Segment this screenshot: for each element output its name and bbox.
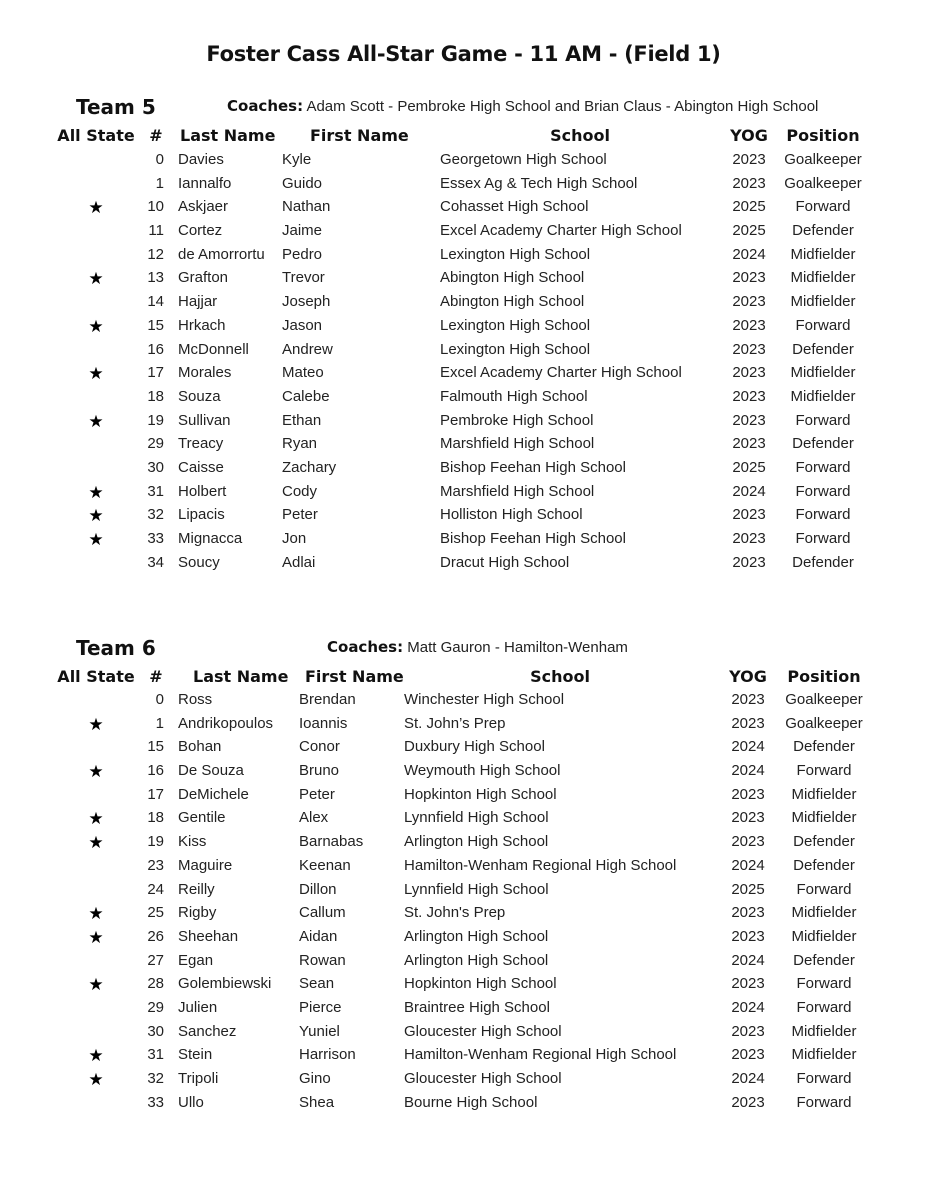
player-first-name: Ethan <box>282 411 322 429</box>
table-row <box>0 1070 927 1094</box>
player-position: Goalkeeper <box>785 714 863 732</box>
page-title: Foster Cass All-Star Game - 11 AM - (Field 1) <box>206 42 721 66</box>
player-first-name: Ioannis <box>299 714 348 732</box>
table-row <box>0 1046 927 1070</box>
player-last-name: de Amorrortu <box>178 245 265 263</box>
player-number: 18 <box>147 387 164 405</box>
player-number: 17 <box>147 785 164 803</box>
player-last-name: Reilly <box>178 880 215 898</box>
player-position: Defender <box>793 738 855 756</box>
player-last-name: Grafton <box>178 269 229 287</box>
player-number: 30 <box>147 1022 164 1040</box>
player-first-name: Keenan <box>299 856 351 874</box>
player-first-name: Harrison <box>299 1046 356 1064</box>
header-position: Position <box>787 667 861 686</box>
table-row <box>0 1023 927 1047</box>
player-last-name: Kiss <box>178 833 207 851</box>
player-last-name: Caisse <box>178 458 224 476</box>
coaches-names: Matt Gauron - Hamilton-Wenham <box>407 639 628 656</box>
player-first-name: Conor <box>299 738 340 756</box>
player-position: Forward <box>795 316 851 334</box>
star-icon: ★ <box>88 364 104 384</box>
table-row <box>0 151 927 175</box>
player-number: 29 <box>147 435 164 453</box>
player-school: Pembroke High School <box>440 411 594 429</box>
player-school: Lynnfield High School <box>404 809 549 827</box>
player-first-name: Aidan <box>299 927 338 945</box>
header-last-name: Last Name <box>193 667 289 686</box>
player-position: Forward <box>795 458 851 476</box>
player-last-name: Gentile <box>178 809 226 827</box>
player-number: 15 <box>147 738 164 756</box>
player-yog: 2023 <box>731 904 765 922</box>
player-first-name: Dillon <box>299 880 337 898</box>
player-school: Hopkinton High School <box>404 785 557 803</box>
player-position: Forward <box>795 198 851 216</box>
player-list <box>0 151 927 577</box>
header-position: Position <box>786 126 860 145</box>
player-first-name: Brendan <box>299 691 356 708</box>
player-position: Forward <box>795 482 851 500</box>
player-number: 32 <box>147 1070 164 1087</box>
star-icon: ★ <box>88 269 104 289</box>
player-yog: 2023 <box>732 506 766 524</box>
player-position: Defender <box>792 340 854 358</box>
player-yog: 2023 <box>732 316 766 334</box>
player-first-name: Pedro <box>282 245 323 263</box>
player-school: Bishop Feehan High School <box>440 530 626 547</box>
star-icon: ★ <box>88 411 104 431</box>
player-yog: 2023 <box>732 387 766 405</box>
player-first-name: Jon <box>282 530 307 547</box>
player-position: Defender <box>793 856 855 874</box>
table-row <box>0 999 927 1023</box>
star-icon: ★ <box>88 530 104 549</box>
header-school: School <box>550 126 610 145</box>
player-yog: 2025 <box>731 880 765 898</box>
player-first-name: Rowan <box>299 951 346 969</box>
player-last-name: Egan <box>178 951 214 969</box>
player-position: Midfielder <box>790 387 856 405</box>
player-school: Lexington High School <box>440 245 591 263</box>
player-school: Lynnfield High School <box>404 880 549 898</box>
player-school: Abington High School <box>440 269 585 287</box>
table-row <box>0 506 927 530</box>
player-school: Duxbury High School <box>404 738 545 756</box>
player-number: 19 <box>147 833 164 851</box>
team-name: Team 5 <box>76 95 156 119</box>
table-row <box>0 246 927 270</box>
player-yog: 2024 <box>731 1070 765 1087</box>
player-school: Holliston High School <box>440 506 583 524</box>
player-first-name: Gino <box>299 1070 331 1087</box>
header-number: # <box>149 667 163 686</box>
player-number: 31 <box>147 482 164 500</box>
player-position: Forward <box>796 1070 852 1087</box>
player-yog: 2023 <box>731 1046 765 1064</box>
player-first-name: Barnabas <box>299 833 364 851</box>
table-row <box>0 364 927 388</box>
player-yog: 2023 <box>731 927 765 945</box>
player-yog: 2024 <box>731 998 765 1016</box>
player-yog: 2023 <box>731 833 765 851</box>
player-last-name: Lipacis <box>178 506 225 524</box>
player-last-name: Morales <box>178 364 232 382</box>
player-first-name: Yuniel <box>299 1022 340 1040</box>
header-first-name: First Name <box>310 126 409 145</box>
player-yog: 2023 <box>732 553 766 571</box>
player-list <box>0 691 927 1117</box>
player-first-name: Zachary <box>282 458 337 476</box>
header-yog: YOG <box>730 126 768 145</box>
player-first-name: Peter <box>282 506 318 524</box>
table-row <box>0 904 927 928</box>
player-position: Forward <box>796 998 852 1016</box>
player-number: 33 <box>147 530 164 547</box>
player-position: Midfielder <box>791 809 857 827</box>
player-last-name: Souza <box>178 387 221 405</box>
player-position: Forward <box>795 506 851 524</box>
player-first-name: Trevor <box>282 269 325 287</box>
table-row <box>0 293 927 317</box>
player-yog: 2023 <box>731 1093 765 1111</box>
player-school: Georgetown High School <box>440 151 607 168</box>
player-first-name: Joseph <box>282 293 331 311</box>
player-last-name: Maguire <box>178 856 233 874</box>
star-icon: ★ <box>88 833 104 853</box>
player-school: St. John's Prep <box>404 904 506 922</box>
player-first-name: Alex <box>299 809 329 827</box>
player-position: Defender <box>793 951 855 969</box>
player-position: Goalkeeper <box>784 151 862 168</box>
player-school: Arlington High School <box>404 927 549 945</box>
star-icon: ★ <box>88 904 104 924</box>
player-yog: 2025 <box>732 458 766 476</box>
player-position: Forward <box>796 880 852 898</box>
star-icon: ★ <box>88 506 104 526</box>
table-row <box>0 483 927 507</box>
coaches-label: Coaches: <box>327 638 404 656</box>
player-number: 15 <box>147 316 164 334</box>
player-number: 18 <box>147 809 164 827</box>
player-last-name: Sanchez <box>178 1022 237 1040</box>
player-number: 16 <box>147 340 164 358</box>
player-last-name: Cortez <box>178 222 223 240</box>
table-row <box>0 928 927 952</box>
player-yog: 2024 <box>731 738 765 756</box>
player-number: 24 <box>147 880 164 898</box>
player-number: 31 <box>147 1046 164 1064</box>
coaches-line <box>327 638 628 656</box>
table-row <box>0 530 927 554</box>
player-position: Midfielder <box>791 904 857 922</box>
player-first-name: Jason <box>282 316 323 334</box>
player-first-name: Ryan <box>282 435 318 453</box>
player-position: Forward <box>795 530 851 547</box>
player-first-name: Sean <box>299 975 335 993</box>
player-school: Lexington High School <box>440 316 591 334</box>
player-number: 0 <box>155 691 164 708</box>
player-position: Forward <box>796 762 852 780</box>
player-school: Cohasset High School <box>440 198 589 216</box>
player-school: Marshfield High School <box>440 435 595 453</box>
player-last-name: Holbert <box>178 482 227 500</box>
player-last-name: Askjaer <box>178 198 229 216</box>
player-yog: 2023 <box>731 714 765 732</box>
table-row <box>0 459 927 483</box>
header-school: School <box>530 667 590 686</box>
player-position: Defender <box>792 553 854 571</box>
table-row <box>0 952 927 976</box>
player-yog: 2025 <box>732 198 766 216</box>
star-icon: ★ <box>88 927 104 947</box>
table-row <box>0 809 927 833</box>
player-last-name: Julien <box>178 998 218 1016</box>
player-school: Braintree High School <box>404 998 550 1016</box>
player-position: Midfielder <box>790 364 856 382</box>
star-icon: ★ <box>88 762 104 782</box>
player-yog: 2023 <box>732 293 766 311</box>
player-yog: 2023 <box>732 340 766 358</box>
table-row <box>0 762 927 786</box>
coaches-names: Adam Scott - Pembroke High School and Brian Claus - Abington High School <box>306 98 819 115</box>
player-school: Hamilton-Wenham Regional High School <box>404 856 677 874</box>
table-row <box>0 833 927 857</box>
player-last-name: McDonnell <box>178 340 249 358</box>
player-number: 1 <box>155 174 164 192</box>
header-last-name: Last Name <box>180 126 276 145</box>
header-yog: YOG <box>729 667 767 686</box>
star-icon: ★ <box>88 809 104 829</box>
player-first-name: Adlai <box>282 553 316 571</box>
player-position: Midfielder <box>790 269 856 287</box>
player-school: Weymouth High School <box>404 762 561 780</box>
player-first-name: Guido <box>282 174 323 192</box>
player-number: 10 <box>147 198 164 216</box>
player-school: Falmouth High School <box>440 387 588 405</box>
player-first-name: Bruno <box>299 762 340 780</box>
player-position: Midfielder <box>791 1046 857 1064</box>
star-icon: ★ <box>88 316 104 336</box>
star-icon: ★ <box>88 714 104 734</box>
header-first-name: First Name <box>305 667 404 686</box>
player-first-name: Kyle <box>282 151 312 168</box>
player-first-name: Mateo <box>282 364 324 382</box>
player-yog: 2023 <box>732 151 766 168</box>
player-position: Midfielder <box>791 1022 857 1040</box>
player-number: 26 <box>147 927 164 945</box>
player-position: Forward <box>796 1093 852 1111</box>
player-yog: 2023 <box>732 174 766 192</box>
player-number: 19 <box>147 411 164 429</box>
player-last-name: Bohan <box>178 738 222 756</box>
player-number: 0 <box>155 151 164 168</box>
table-row <box>0 269 927 293</box>
table-row <box>0 435 927 459</box>
star-icon: ★ <box>88 975 104 995</box>
player-number: 33 <box>147 1093 164 1111</box>
player-number: 12 <box>147 245 164 263</box>
player-yog: 2023 <box>731 809 765 827</box>
player-last-name: Sheehan <box>178 927 239 945</box>
star-icon: ★ <box>88 1070 104 1089</box>
player-first-name: Callum <box>299 904 346 922</box>
player-last-name: Tripoli <box>178 1070 219 1087</box>
player-last-name: Hrkach <box>178 316 226 334</box>
player-yog: 2025 <box>732 222 766 240</box>
player-last-name: Mignacca <box>178 530 243 547</box>
player-first-name: Peter <box>299 785 335 803</box>
player-yog: 2024 <box>731 951 765 969</box>
player-school: Gloucester High School <box>404 1070 562 1087</box>
player-number: 29 <box>147 998 164 1016</box>
player-first-name: Cody <box>282 482 318 500</box>
player-last-name: Soucy <box>178 553 220 571</box>
player-yog: 2024 <box>732 245 766 263</box>
player-yog: 2023 <box>731 975 765 993</box>
player-position: Forward <box>795 411 851 429</box>
player-position: Goalkeeper <box>784 174 862 192</box>
player-first-name: Jaime <box>282 222 323 240</box>
player-school: Marshfield High School <box>440 482 595 500</box>
player-first-name: Andrew <box>282 340 333 358</box>
table-row <box>0 1094 927 1118</box>
player-last-name: Sullivan <box>178 411 231 429</box>
header-all-state: All State <box>57 126 135 145</box>
player-school: Bourne High School <box>404 1093 538 1111</box>
header-number: # <box>149 126 163 145</box>
player-school: Excel Academy Charter High School <box>440 364 682 382</box>
table-row <box>0 412 927 436</box>
player-yog: 2024 <box>731 762 765 780</box>
player-first-name: Nathan <box>282 198 331 216</box>
player-number: 34 <box>147 553 164 571</box>
table-row <box>0 691 927 715</box>
table-row <box>0 222 927 246</box>
player-school: Winchester High School <box>404 691 565 708</box>
player-yog: 2023 <box>732 364 766 382</box>
table-row <box>0 786 927 810</box>
player-position: Midfielder <box>791 785 857 803</box>
player-school: Lexington High School <box>440 340 591 358</box>
player-yog: 2023 <box>732 435 766 453</box>
player-position: Midfielder <box>791 927 857 945</box>
player-last-name: De Souza <box>178 762 244 780</box>
team-name: Team 6 <box>76 636 156 660</box>
table-row <box>0 715 927 739</box>
player-school: Essex Ag & Tech High School <box>440 174 638 192</box>
player-last-name: Rigby <box>178 904 217 922</box>
table-row <box>0 554 927 578</box>
player-last-name: Treacy <box>178 435 224 453</box>
player-number: 16 <box>147 762 164 780</box>
player-position: Midfielder <box>790 245 856 263</box>
player-last-name: DeMichele <box>178 785 249 803</box>
player-number: 27 <box>147 951 164 969</box>
table-row <box>0 341 927 365</box>
table-row <box>0 857 927 881</box>
player-position: Midfielder <box>790 293 856 311</box>
player-position: Forward <box>796 975 852 993</box>
player-school: Arlington High School <box>404 833 549 851</box>
player-last-name: Ullo <box>178 1093 204 1111</box>
player-last-name: Stein <box>178 1046 213 1064</box>
player-yog: 2023 <box>732 530 766 547</box>
coaches-label: Coaches: <box>227 97 304 115</box>
player-number: 1 <box>155 714 164 732</box>
player-last-name: Davies <box>178 151 224 168</box>
player-school: Dracut High School <box>440 553 570 571</box>
player-position: Defender <box>792 222 854 240</box>
player-number: 23 <box>147 856 164 874</box>
player-position: Goalkeeper <box>785 691 863 708</box>
player-school: Excel Academy Charter High School <box>440 222 682 240</box>
player-school: Hopkinton High School <box>404 975 557 993</box>
player-last-name: Iannalfo <box>178 174 232 192</box>
player-number: 13 <box>147 269 164 287</box>
table-row <box>0 975 927 999</box>
player-position: Defender <box>793 833 855 851</box>
player-number: 25 <box>147 904 164 922</box>
player-last-name: Hajjar <box>178 293 218 311</box>
player-school: Arlington High School <box>404 951 549 969</box>
player-yog: 2024 <box>732 482 766 500</box>
player-school: St. John’s Prep <box>404 714 506 732</box>
player-school: Abington High School <box>440 293 585 311</box>
player-first-name: Calebe <box>282 387 330 405</box>
player-number: 30 <box>147 458 164 476</box>
player-number: 14 <box>147 293 164 311</box>
player-last-name: Andrikopoulos <box>178 714 274 732</box>
player-number: 11 <box>148 222 164 240</box>
table-row <box>0 881 927 905</box>
table-row <box>0 198 927 222</box>
player-first-name: Pierce <box>299 998 342 1016</box>
coaches-line <box>227 97 818 115</box>
player-yog: 2023 <box>732 269 766 287</box>
player-yog: 2023 <box>732 411 766 429</box>
header-all-state: All State <box>57 667 135 686</box>
star-icon: ★ <box>88 198 104 218</box>
table-row <box>0 738 927 762</box>
player-school: Bishop Feehan High School <box>440 458 626 476</box>
table-row <box>0 317 927 341</box>
player-first-name: Shea <box>299 1093 335 1111</box>
player-yog: 2024 <box>731 856 765 874</box>
player-last-name: Golembiewski <box>178 975 272 993</box>
star-icon: ★ <box>88 1046 104 1066</box>
player-last-name: Ross <box>178 691 213 708</box>
table-row <box>0 388 927 412</box>
player-yog: 2023 <box>731 1022 765 1040</box>
player-number: 17 <box>147 364 164 382</box>
player-school: Hamilton-Wenham Regional High School <box>404 1046 677 1064</box>
star-icon: ★ <box>88 482 104 502</box>
table-row <box>0 175 927 199</box>
player-yog: 2023 <box>731 785 765 803</box>
player-position: Defender <box>792 435 854 453</box>
player-number: 28 <box>147 975 164 993</box>
player-school: Gloucester High School <box>404 1022 562 1040</box>
player-yog: 2023 <box>731 691 765 708</box>
player-number: 32 <box>147 506 164 524</box>
